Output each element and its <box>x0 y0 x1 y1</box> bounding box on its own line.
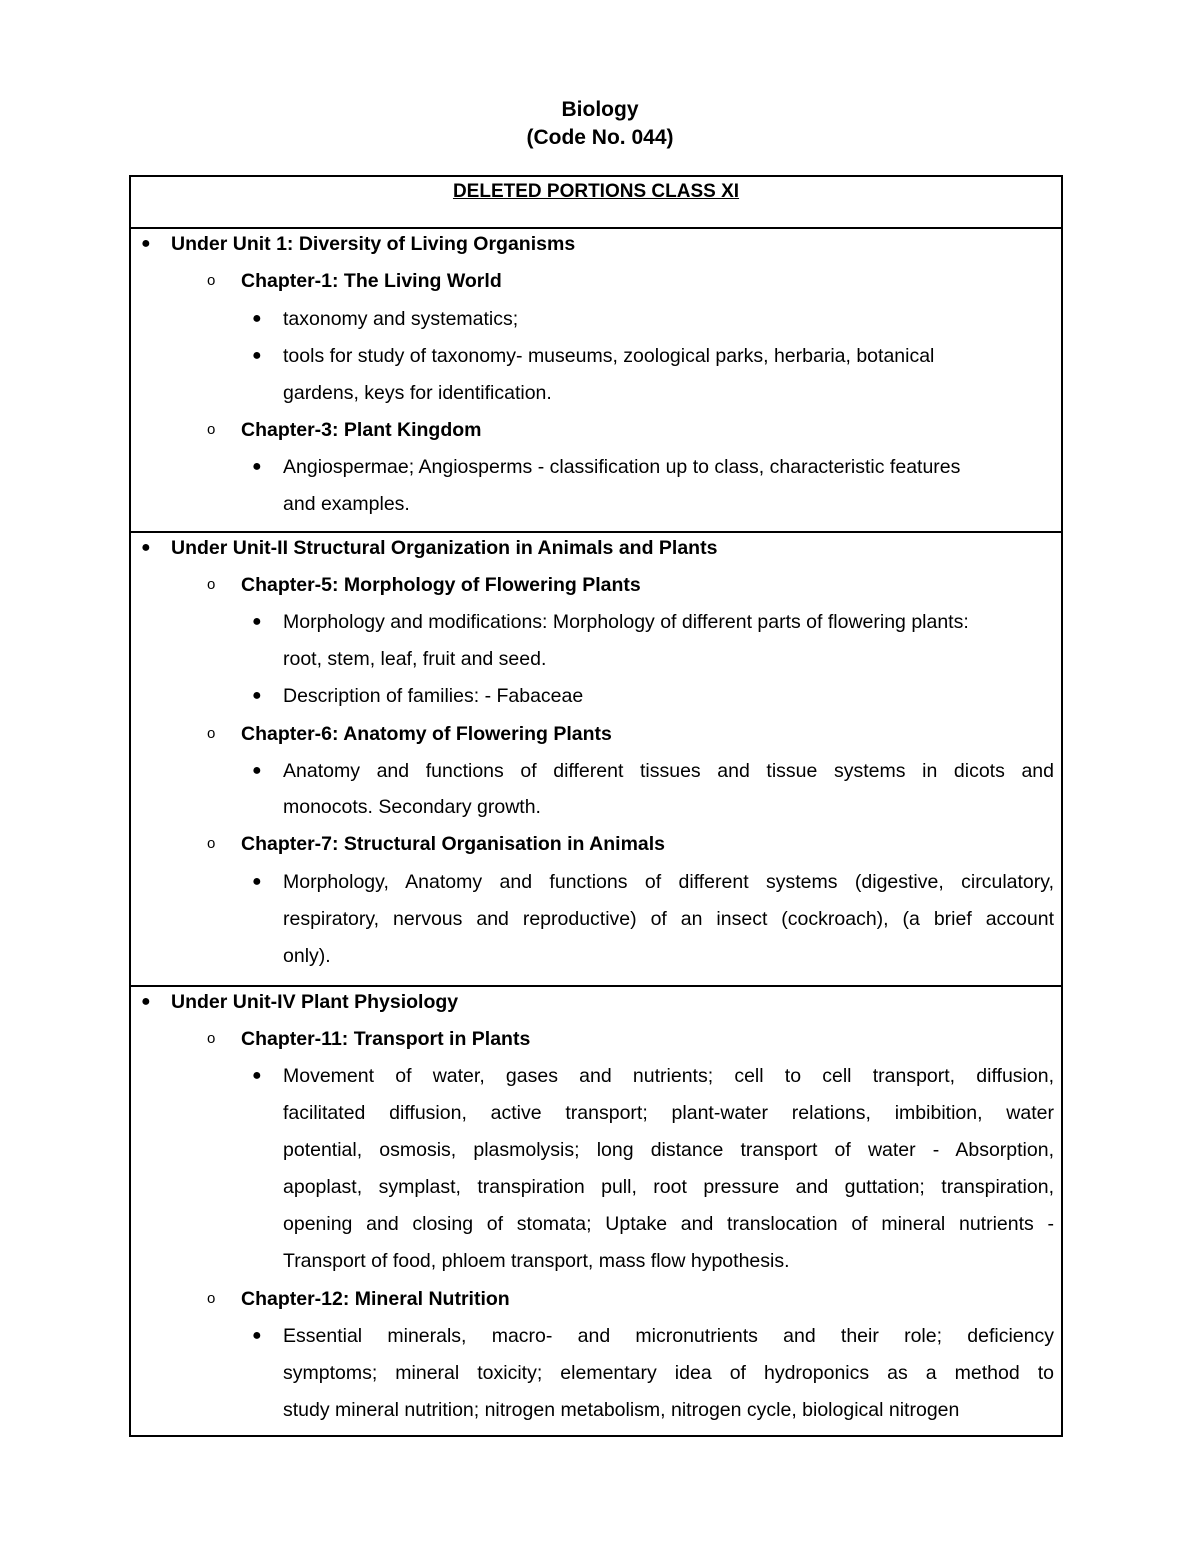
chapter-heading: Chapter-6: Anatomy of Flowering Plants <box>241 723 612 745</box>
list-item: and examples. <box>283 493 410 515</box>
list-item: monocots. Secondary growth. <box>283 796 541 818</box>
list-item: potential, osmosis, plasmolysis; long distance transport of water - Absorption, <box>283 1139 1054 1161</box>
item-bullet: ● <box>252 310 262 327</box>
unit-heading: Under Unit-IV Plant Physiology <box>171 991 459 1013</box>
list-item: Description of families: - Fabaceae <box>283 685 584 707</box>
document-title: Biology <box>561 98 639 121</box>
list-item: Transport of food, phloem transport, mass flow hypothesis. <box>283 1250 790 1272</box>
unit-bullet: ● <box>141 993 151 1010</box>
list-item: Morphology, Anatomy and functions of different systems (digestive, circulatory, <box>283 871 1054 893</box>
chapter-bullet: o <box>207 1290 216 1307</box>
chapter-heading: Chapter-5: Morphology of Flowering Plants <box>241 574 641 596</box>
item-bullet: ● <box>252 347 262 364</box>
unit-heading: Under Unit-II Structural Organization in Animals and Plants <box>171 537 718 559</box>
item-bullet: ● <box>252 613 262 630</box>
deleted-portions-table <box>129 175 1063 1437</box>
list-item: facilitated diffusion, active transport; plant-water relations, imbibition, water <box>283 1102 1054 1124</box>
unit-bullet: ● <box>141 539 151 556</box>
list-item: root, stem, leaf, fruit and seed. <box>283 648 547 670</box>
list-item: tools for study of taxonomy- museums, zoological parks, herbaria, botanical <box>283 345 935 367</box>
section-unit-2 <box>131 533 1061 987</box>
chapter-heading: Chapter-3: Plant Kingdom <box>241 419 482 441</box>
chapter-bullet: o <box>207 421 216 438</box>
chapter-heading: Chapter-11: Transport in Plants <box>241 1028 531 1050</box>
section-unit-1 <box>131 229 1061 533</box>
item-bullet: ● <box>252 1327 262 1344</box>
list-item: Essential minerals, macro- and micronutrients and their role; deficiency <box>283 1325 1054 1347</box>
chapter-bullet: o <box>207 725 216 742</box>
chapter-bullet: o <box>207 835 216 852</box>
item-bullet: ● <box>252 458 262 475</box>
unit-heading: Under Unit 1: Diversity of Living Organisms <box>171 233 576 255</box>
list-item: respiratory, nervous and reproductive) of an insect (cockroach), (a brief account <box>283 908 1054 930</box>
list-item: Morphology and modifications: Morphology of different parts of flowering plants: <box>283 611 969 633</box>
chapter-bullet: o <box>207 576 216 593</box>
list-item: only). <box>283 945 331 967</box>
chapter-bullet: o <box>207 272 216 289</box>
document-code: (Code No. 044) <box>526 126 674 149</box>
list-item: gardens, keys for identification. <box>283 382 552 404</box>
list-item: Angiospermae; Angiosperms - classification up to class, characteristic features <box>283 456 961 478</box>
table-header-row <box>131 177 1061 229</box>
list-item: study mineral nutrition; nitrogen metabolism, nitrogen cycle, biological nitrogen <box>283 1399 960 1421</box>
chapter-heading: Chapter-1: The Living World <box>241 270 502 292</box>
section-unit-4 <box>131 987 1061 1437</box>
list-item: opening and closing of stomata; Uptake and translocation of mineral nutrients - <box>283 1213 1054 1235</box>
list-item: symptoms; mineral toxicity; elementary idea of hydroponics as a method to <box>283 1362 1054 1384</box>
item-bullet: ● <box>252 873 262 890</box>
item-bullet: ● <box>252 762 262 779</box>
chapter-heading: Chapter-7: Structural Organisation in Animals <box>241 833 666 855</box>
list-item: Anatomy and functions of different tissues and tissue systems in dicots and <box>283 760 1054 782</box>
chapter-bullet: o <box>207 1030 216 1047</box>
chapter-heading: Chapter-12: Mineral Nutrition <box>241 1288 510 1310</box>
list-item: taxonomy and systematics; <box>283 308 519 330</box>
item-bullet: ● <box>252 1067 262 1084</box>
list-item: Movement of water, gases and nutrients; cell to cell transport, diffusion, <box>283 1065 1054 1087</box>
unit-bullet: ● <box>141 235 151 252</box>
item-bullet: ● <box>252 687 262 704</box>
list-item: apoplast, symplast, transpiration pull, root pressure and guttation; transpiration, <box>283 1176 1054 1198</box>
table-header: DELETED PORTIONS CLASS XI <box>452 181 740 202</box>
